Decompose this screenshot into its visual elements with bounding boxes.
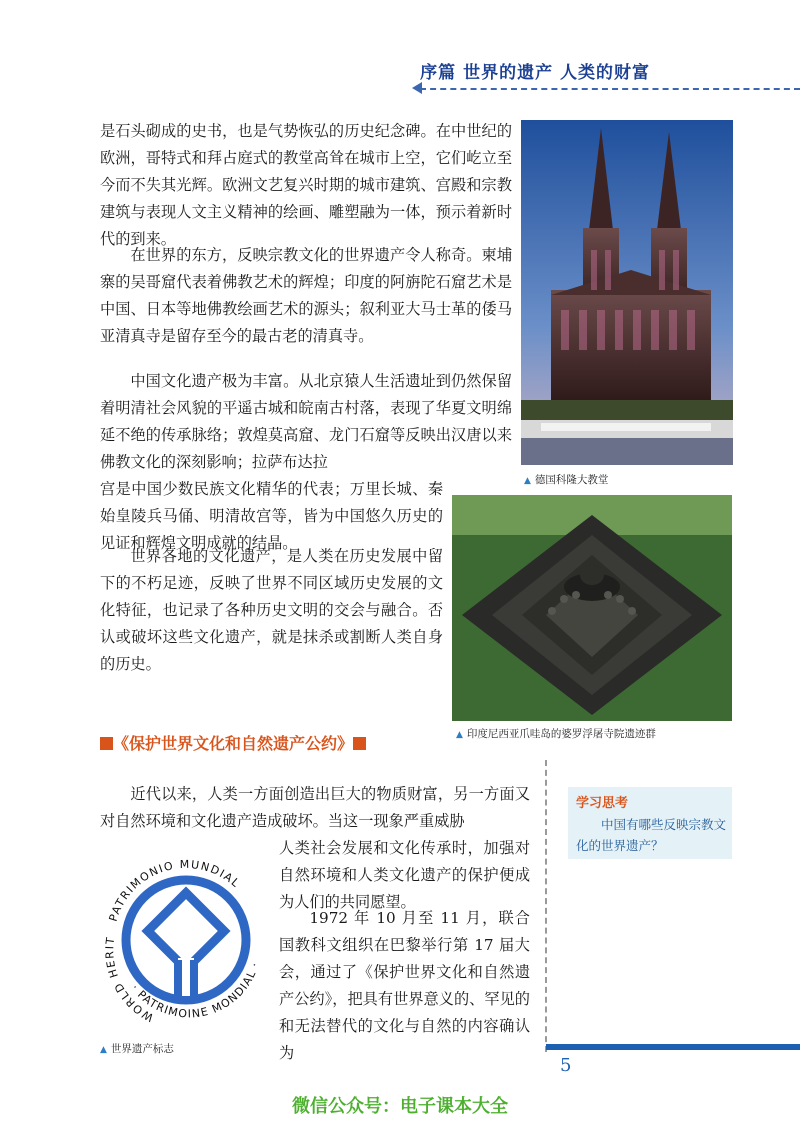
paragraph-3: 中国文化遗产极为丰富。从北京猿人生活遗址到仍然保留着明清社会风貌的平遥古城和皖南古村落，表现了华夏文明绵延不绝的传承脉络；敦煌莫高窟、龙门石窟等反映出汉唐以来佛教文化的深刻影响；拉萨布达拉	[100, 372, 512, 471]
heading-square-icon	[353, 737, 366, 750]
paragraph-7: 1972 年 10 月至 11 月，联合国教科文组织在巴黎举行第 17 届大会，通过了《保护世界文化和自然遗产公约》，把具有世界意义的、罕见的和无法替代的文化与自然的内容确认为	[279, 909, 530, 1062]
header-dashed-rule	[420, 88, 800, 90]
world-heritage-logo	[96, 848, 276, 1033]
section-heading: 《保护世界文化和自然遗产公约》	[100, 731, 366, 754]
caption-triangle-icon: ▲	[100, 1045, 107, 1055]
logo-caption: ▲ 世界遗产标志	[100, 1043, 174, 1055]
paragraph-3-continued: 宫是中国少数民族文化精华的代表；万里长城、秦始皇陵兵马俑、明清故宫等，皆为中国悠久历史的见证和辉煌文明成就的结晶。	[100, 480, 443, 552]
footer-bar	[546, 1044, 800, 1050]
cathedral-caption: ▲ 德国科隆大教堂	[524, 474, 609, 486]
logo-ring-text-bottom: · PATRIMOINE MONDIAL ·	[128, 960, 262, 1021]
logo-ring-text-top: PATRIMONIO MUNDIAL	[106, 857, 243, 924]
borobudur-photo	[452, 495, 732, 721]
paragraph-1: 是石头砌成的史书，也是气势恢弘的历史纪念碑。在中世纪的欧洲，哥特式和拜占庭式的教堂高耸在城市上空，它们屹立至今而不失其光辉。欧洲文艺复兴时期的城市建筑、宫殿和宗教建筑与表现人文主义精神的绘画、雕塑融为一体，预示着新时代的到来。	[100, 122, 512, 248]
sidebar-dashed-rule	[545, 760, 547, 1052]
cathedral-photo	[521, 120, 733, 465]
paragraph-6: 人类社会发展和文化传承时，加强对自然环境和人类文化遗产的保护便成为人们的共同愿望。	[279, 839, 530, 911]
borobudur-caption: ▲ 印度尼西亚爪哇岛的婆罗浮屠寺院遗迹群	[456, 728, 656, 740]
caption-triangle-icon: ▲	[456, 730, 463, 740]
paragraph-2: 在世界的东方，反映宗教文化的世界遗产令人称奇。柬埔寨的吴哥窟代表着佛教艺术的辉煌；印度的阿旃陀石窟艺术是中国、日本等地佛教绘画艺术的源头；叙利亚大马士革的倭马亚清真寺是留存至今的最古老的清真寺。	[100, 246, 512, 345]
page-number: 5	[560, 1055, 572, 1076]
study-think-title: 学习思考	[576, 796, 629, 811]
chapter-header-title: 序篇 世界的遗产 人类的财富	[420, 63, 650, 83]
logo-ring-text-left: WORLD HERIT	[103, 936, 156, 1025]
study-think-question: 中国有哪些反映宗教文化的世界遗产？	[576, 817, 727, 853]
caption-triangle-icon: ▲	[524, 476, 531, 486]
watermark-text: 微信公众号：电子课本大全	[292, 1096, 508, 1117]
heading-square-icon	[100, 737, 113, 750]
paragraph-4: 世界各地的文化遗产，是人类在历史发展中留下的不朽足迹，反映了世界不同区域历史发展的文化特征，也记录了各种历史文明的交会与融合。否认或破坏这些文化遗产，就是抹杀或割断人类自身的历史。	[100, 547, 443, 673]
paragraph-5: 近代以来，人类一方面创造出巨大的物质财富，另一方面又对自然环境和文化遗产造成破坏。当这一现象严重威胁	[100, 785, 530, 830]
